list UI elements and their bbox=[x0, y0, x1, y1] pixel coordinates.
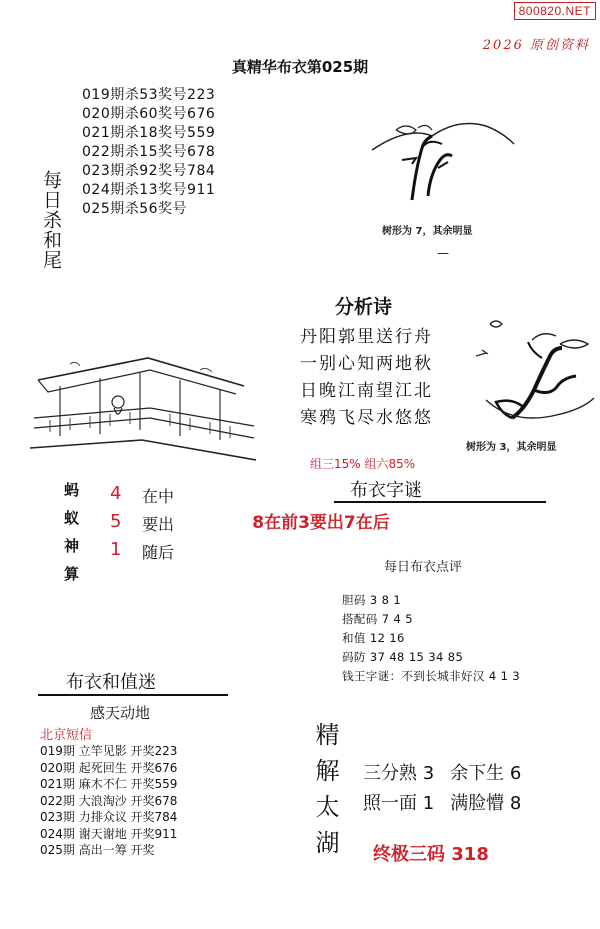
ant-word: 在中 bbox=[142, 487, 175, 506]
tree-sketch-image-2 bbox=[472, 318, 596, 436]
list-item: 码防 37 48 15 34 85 bbox=[342, 650, 464, 664]
taihu-phrase: 余下生 6 bbox=[450, 763, 522, 784]
ant-number: 1 bbox=[110, 539, 122, 560]
taihu-lines bbox=[363, 759, 521, 819]
list-item: 019期 立竿见影 开奖223 bbox=[40, 744, 178, 758]
ant-calc-words bbox=[142, 483, 174, 567]
poem-line: 丹阳郭里送行舟 bbox=[300, 327, 433, 347]
kill-tail-list bbox=[82, 86, 215, 219]
list-item: 021期 麻木不仁 开奖559 bbox=[40, 777, 178, 791]
ant-word: 要出 bbox=[142, 515, 175, 534]
pavilion-sketch-image bbox=[30, 356, 256, 464]
page-title: 真精华布衣第025期 bbox=[231, 58, 369, 76]
ant-label: 神 bbox=[64, 537, 80, 555]
list-item: 022期 大浪淘沙 开奖678 bbox=[40, 793, 178, 808]
group-stats: 组三15% 组六85% bbox=[310, 457, 416, 471]
tree-caption-2: 树形为 3，其余明显 bbox=[466, 442, 557, 453]
beijing-list bbox=[40, 743, 177, 859]
list-item: 022期杀15奖号678 bbox=[82, 144, 216, 160]
brand-signature: 2026 原创资料 bbox=[482, 38, 590, 53]
taihu-phrase: 三分熟 3 bbox=[363, 763, 435, 784]
site-badge: 800820.NET bbox=[514, 2, 596, 20]
list-item: 搭配码 7 4 5 bbox=[342, 612, 414, 626]
taihu-phrase: 照一面 1 bbox=[363, 793, 435, 814]
list-item: 钱王字谜：不到长城非好汉 4 1 3 bbox=[342, 669, 521, 683]
sum-riddle-title: 布衣和值迷 bbox=[66, 672, 156, 693]
ant-word: 随后 bbox=[142, 543, 175, 562]
list-item: 胆码 3 8 1 bbox=[342, 593, 402, 607]
poem-line: 日晚江南望江北 bbox=[300, 381, 433, 401]
taihu-line bbox=[363, 789, 521, 819]
sum-riddle-subtitle: 感天动地 bbox=[90, 704, 151, 722]
ant-number: 4 bbox=[110, 483, 122, 504]
list-item: 019期杀53奖号223 bbox=[82, 87, 216, 103]
taihu-phrase: 满脸懵 8 bbox=[450, 793, 522, 814]
tree-sketch-image bbox=[368, 108, 518, 228]
list-item: 020期 起死回生 开奖676 bbox=[40, 760, 178, 775]
riddle-answer: 8在前3要出7在后 bbox=[252, 513, 390, 533]
list-item: 和值 12 16 bbox=[342, 631, 405, 645]
divider bbox=[334, 501, 546, 503]
list-item: 021期杀18奖号559 bbox=[82, 125, 216, 141]
ant-calc-numbers bbox=[110, 480, 121, 564]
list-item: 024期杀13奖号911 bbox=[82, 182, 216, 198]
ant-calc-labels bbox=[64, 476, 79, 588]
ant-number: 5 bbox=[110, 511, 122, 532]
poem-line: 寒鸦飞尽水悠悠 bbox=[300, 408, 433, 428]
review-title: 每日布衣点评 bbox=[384, 560, 463, 575]
final-three-codes: 终极三码 318 bbox=[373, 844, 489, 865]
ant-label: 算 bbox=[64, 565, 80, 583]
riddle-title: 布衣字谜 bbox=[350, 480, 422, 501]
list-item: 023期杀92奖号784 bbox=[82, 163, 216, 179]
list-item: 020期杀60奖号676 bbox=[82, 106, 216, 122]
list-item: 024期 谢天谢地 开奖911 bbox=[40, 826, 178, 841]
ant-label: 蚂 bbox=[64, 481, 80, 499]
review-list bbox=[342, 591, 520, 686]
ant-label: 蚁 bbox=[64, 509, 80, 527]
dash-mark: — bbox=[437, 246, 449, 260]
poem-line: 一别心知两地秋 bbox=[300, 354, 433, 374]
poem-lines bbox=[300, 324, 433, 432]
list-item: 025期杀56奖号 bbox=[82, 201, 188, 217]
beijing-title: 北京短信 bbox=[40, 728, 93, 743]
tree-caption-1: 树形为 7，其余明显 bbox=[382, 226, 473, 237]
divider bbox=[38, 694, 228, 696]
daily-kill-label: 每日杀和尾 bbox=[40, 170, 62, 270]
list-item: 023期 力排众议 开奖784 bbox=[40, 810, 178, 824]
poem-title: 分析诗 bbox=[335, 296, 393, 318]
taihu-line bbox=[363, 759, 521, 789]
list-item: 025期 高出一筹 开奖 bbox=[40, 843, 155, 857]
taihu-vertical-label: 精解太湖 bbox=[311, 722, 339, 866]
